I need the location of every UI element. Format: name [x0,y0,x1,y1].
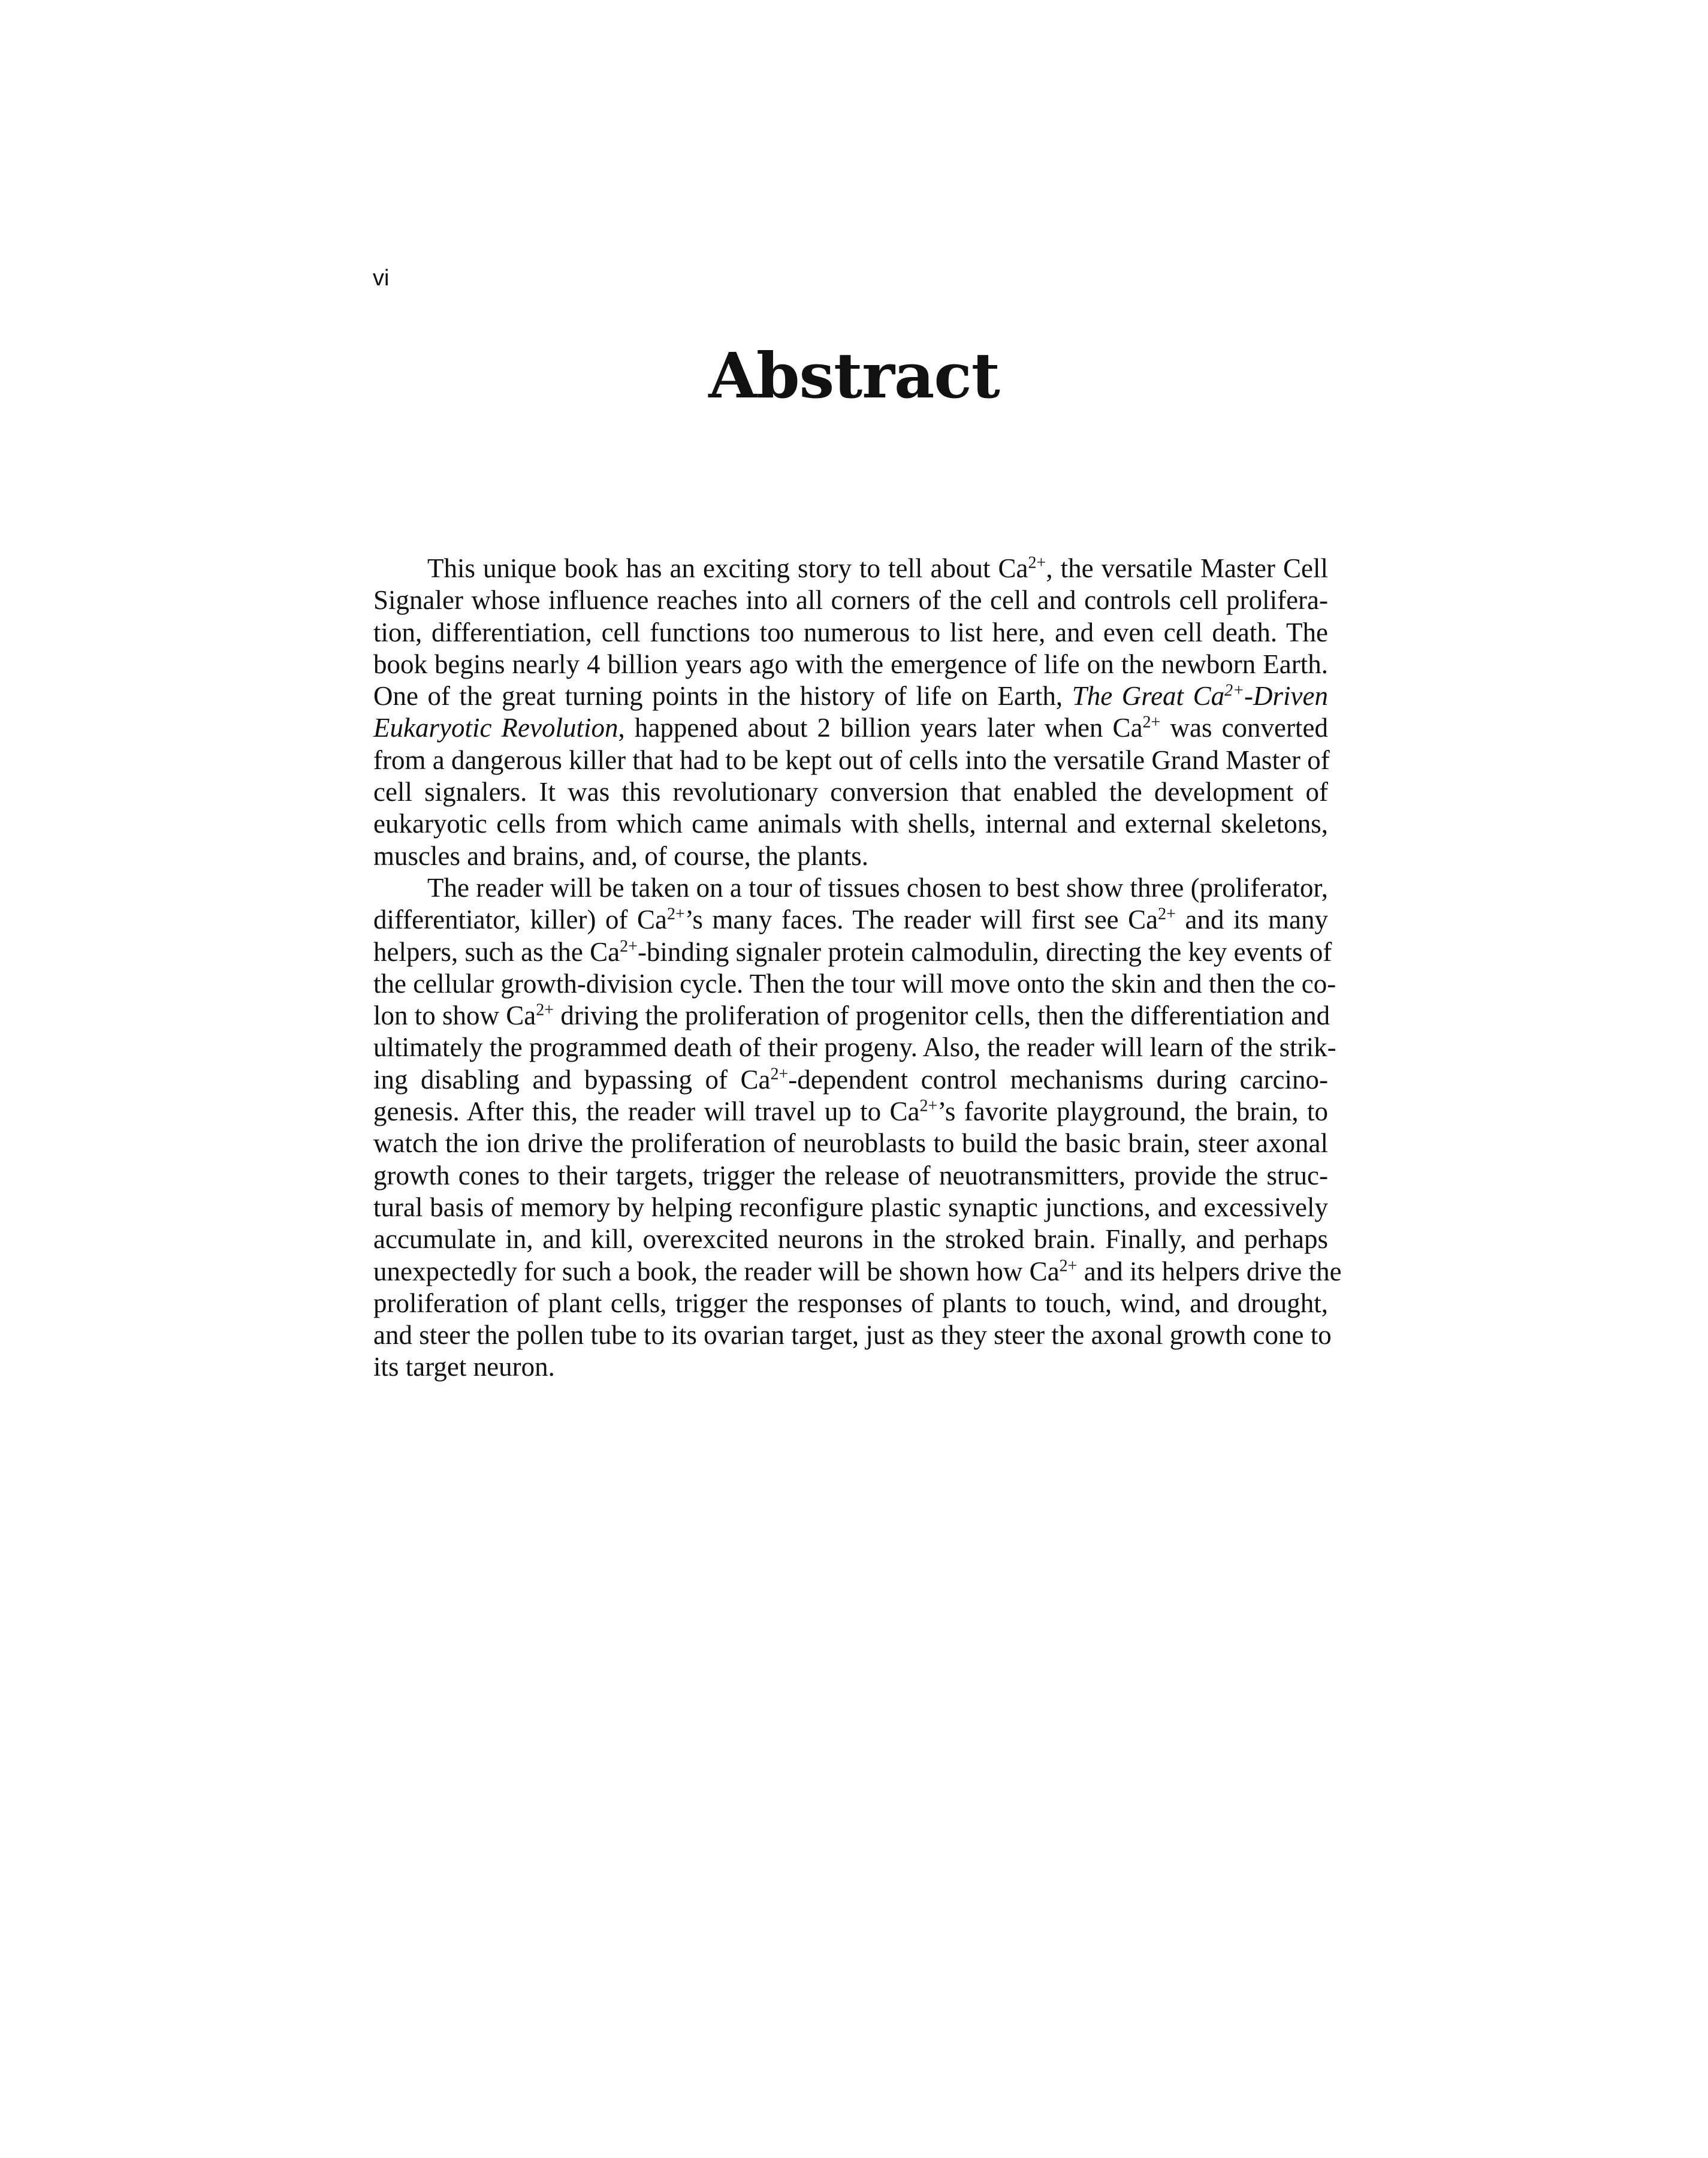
paragraph-1-line-6 [373,712,1328,744]
paragraph-2-line-10: growth cones to their targets, trigger the release of neuotransmitters, provide the struc- [373,1160,1328,1190]
text-run: lon to show Ca [373,1000,536,1031]
paragraph-1-line-7: from a dangerous killer that had to be kept out of cells into the versatile Grand Master of [373,745,1330,775]
abstract-body [373,553,1342,1384]
text-run: driving the proliferation of progenitor cells, then the differentiation and [554,1000,1330,1031]
text-run: -binding signaler protein calmodulin, directing the key events of [637,936,1332,967]
paragraph-2-line-8 [373,1096,1328,1128]
text-run: ’s many faces. The reader will first see Ca [684,905,1158,935]
text-run: and its many [1175,905,1328,935]
paragraph-2-line-2 [373,904,1328,936]
paragraph-1-line-8: cell signalers. It was this revolutionary conversion that enabled the development of [373,777,1328,807]
paragraph-2-line-15: and steer the pollen tube to its ovarian target, just as they steer the axonal growth cone to [373,1320,1332,1351]
paragraph-1-line-5 [373,680,1328,712]
page-title: Abstract [708,339,1000,412]
paragraph-1-line-10: muscles and brains, and, of course, the plants. [373,840,869,871]
italic-title-run: Eukaryotic Revolution [373,713,618,743]
paragraph-1-line-9: eukaryotic cells from which came animals with shells, internal and external skeletons, [373,809,1328,839]
paragraph-1-line-2: Signaler whose influence reaches into all corners of the cell and controls cell prolifera- [373,585,1328,616]
paragraph-2-line-11: tural basis of memory by helping reconfigure plastic synaptic junctions, and excessively [373,1192,1328,1222]
superscript: 2+ [1059,1256,1078,1276]
superscript: 2+ [620,937,638,956]
text-run: unexpectedly for such a book, the reader will be shown how Ca [373,1256,1060,1286]
text-run: and its helpers drive the [1077,1256,1342,1286]
text-run: genesis. After this, the reader will travel up to Ca [373,1096,920,1127]
text-run: , happened about 2 billion years later when Ca [618,713,1143,743]
text-run: was converted [1160,713,1328,743]
text-run: This unique book has an exciting story to tell about Ca [427,553,1028,583]
text-run: ’s favorite playground, the brain, to [937,1096,1329,1127]
paragraph-2-line-3 [373,936,1332,968]
paragraph-1-line-4: book begins nearly 4 billion years ago with the emergence of life on the newborn Earth. [373,649,1328,679]
paragraph-2-line-9: watch the ion drive the proliferation of neuroblasts to build the basic brain, steer axonal [373,1128,1328,1159]
paragraph-2-line-6: ultimately the programmed death of their progeny. Also, the reader will learn of the strik- [373,1032,1336,1063]
superscript: 2+ [1224,681,1245,700]
paragraph-2-line-5 [373,1000,1328,1032]
paragraph-2-line-7 [373,1064,1328,1096]
superscript: 2+ [1142,713,1161,733]
paragraph-2-line-1: The reader will be taken on a tour of tissues chosen to best show three (proliferator, [427,872,1328,903]
italic-title-run: The Great Ca [1072,681,1225,712]
superscript: 2+ [536,1000,554,1020]
paragraph-2-line-4: the cellular growth-division cycle. Then the tour will move onto the skin and then the co- [373,968,1336,999]
paragraph-2-line-12: accumulate in, and kill, overexcited neurons in the stroked brain. Finally, and perhaps [373,1224,1328,1255]
superscript: 2+ [1158,905,1176,924]
italic-title-run: -Driven [1244,681,1328,712]
text-run: , the versatile Master Cell [1046,553,1328,583]
superscript: 2+ [667,905,685,924]
paragraph-1-line-1 [373,553,1328,584]
paragraph-1-line-3: tion, differentiation, cell functions too numerous to list here, and even cell death. The [373,617,1328,647]
superscript: 2+ [919,1096,938,1116]
superscript: 2+ [1028,553,1046,572]
page-number: vi [373,266,390,291]
text-run: differentiator, killer) of Ca [373,905,668,935]
text-run: ing disabling and bypassing of Ca [373,1064,771,1095]
superscript: 2+ [770,1065,789,1084]
paragraph-2-line-13 [373,1256,1342,1288]
text-run: helpers, such as the Ca [373,936,620,967]
paragraph-2-line-14: proliferation of plant cells, trigger the responses of plants to touch, wind, and drought, [373,1288,1328,1318]
text-run: -dependent control mechanisms during carcino- [788,1064,1328,1095]
paragraph-2-line-16: its target neuron. [373,1352,555,1382]
text-run: One of the great turning points in the history of life on Earth, [373,681,1072,712]
